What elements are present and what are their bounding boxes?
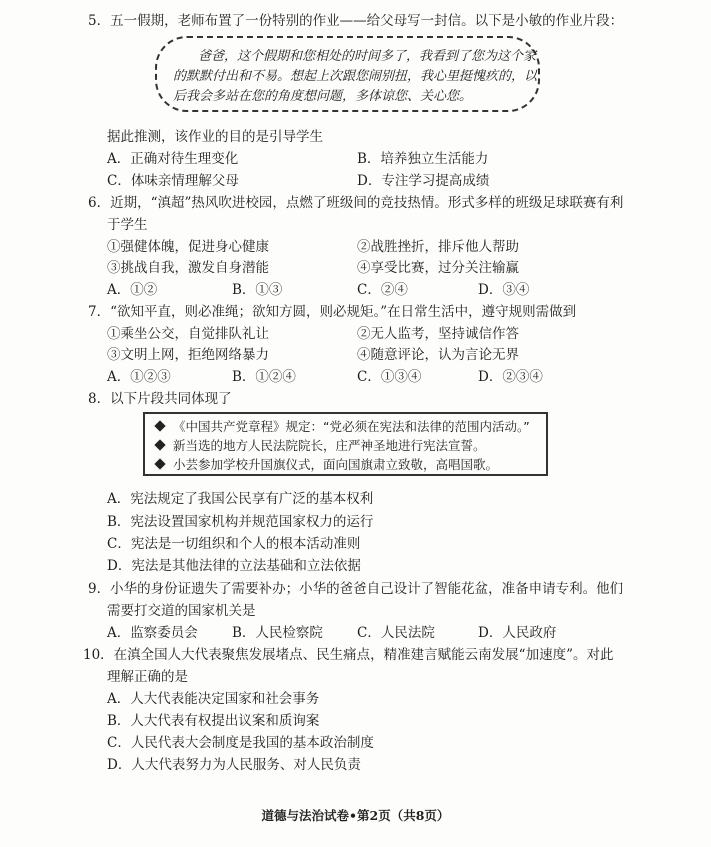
q10-option-a: A．人大代表能决定国家和社会事务 [107,691,320,707]
q7-option-b: B．①②④ [232,369,296,385]
q8-option-d: D．宪法是其他法律的立法基础和立法依据 [107,558,361,574]
q8-bullet-1-text: 《中国共产党章程》规定：“党必须在宪法和法律的范围内活动。” [173,419,530,434]
q8-bullet-2 [156,437,486,454]
q8-bullet-1 [156,418,530,435]
q6-item-2: ②战胜挫折，排斥他人帮助 [357,239,519,255]
diamond-bullet-icon [154,439,165,450]
q10-option-c: C．人民代表大会制度是我国的基本政治制度 [107,735,374,751]
q6-item-3: ③挑战自我，激发自身潜能 [107,260,269,276]
q7-item-2: ②无人监考，坚持诚信作答 [357,326,519,342]
q8-stem: 8．以下片段共同体现了 [88,391,232,407]
q7-item-4: ④随意评论，认为言论无界 [357,347,519,363]
q8-bullet-2-text: 新当选的地方人民法院院长，庄严神圣地进行宪法宣誓。 [173,438,486,453]
q8-bullet-3-text: 小芸参加学校升国旗仪式，面向国旗肃立致敬，高唱国歌。 [173,457,499,472]
q10-stem-line-2: 理解正确的是 [107,669,188,685]
q5-option-b: B．培养独立生活能力 [357,151,489,167]
q6-option-b: B．①③ [232,282,283,298]
q7-option-d: D．②③④ [478,369,543,385]
q6-stem-line-2: 于学生 [107,217,148,233]
page-footer: 道德与法治试卷•第2页（共8页） [261,808,450,823]
q7-stem: 7．“欲知平直，则必准绳；欲知方圆，则必规矩。”在日常生活中，遵守规则需做到 [88,304,577,320]
q9-option-d: D．人民政府 [478,625,557,641]
q7-item-3: ③文明上网，拒绝网络暴力 [107,347,269,363]
q6-option-c: C．②④ [357,282,408,298]
q5-letter-line-1: 爸爸，这个假期和您相处的时间多了，我看到了您为这个家 [198,49,537,64]
q5-option-a: A．正确对待生理变化 [107,151,239,167]
q10-stem-line-1: 10．在滇全国人大代表聚焦发展堵点、民生痛点，精准建言赋能云南发展“加速度”。对此 [83,647,614,663]
q6-item-4: ④享受比赛，过分关注输赢 [357,260,519,276]
q5-option-c: C．体味亲情理解父母 [107,173,239,189]
diamond-bullet-icon [154,458,165,469]
q5-letter-line-2: 的默默付出和不易。想起上次跟您闹别扭，我心里挺愧疚的，以 [173,69,538,84]
q5-stem: 5．五一假期，老师布置了一份特别的作业——给父母写一封信。以下是小敏的作业片段： [88,13,624,29]
q5-question: 据此推测，该作业的目的是引导学生 [107,129,323,145]
diamond-bullet-icon [154,420,165,431]
q6-option-d: D．③④ [478,282,530,298]
q8-bullet-3 [156,456,498,473]
q8-option-b: B．宪法设置国家机构并规范国家权力的运行 [107,514,374,530]
q9-stem-line-1: 9．小华的身份证遗失了需要补办；小华的爸爸自己设计了智能花盆，准备申请专利。他们 [88,581,624,597]
q6-option-a: A．①② [107,282,158,298]
q5-letter-line-3: 后我会多站在您的角度想问题，多体谅您、关心您。 [173,89,473,104]
q9-option-c: C．人民法院 [357,625,435,641]
q8-option-c: C．宪法是一切组织和个人的根本活动准则 [107,536,361,552]
q5-option-d: D．专注学习提高成绩 [357,173,490,189]
q8-option-a: A．宪法规定了我国公民享有广泛的基本权利 [107,491,374,507]
q6-stem-line-1: 6．近期，“滇超”热风吹进校园，点燃了班级间的竞技热情。形式多样的班级足球联赛有利 [88,195,624,211]
q7-option-a: A．①②③ [107,369,171,385]
q7-option-c: C．①③④ [357,369,422,385]
q6-item-1: ①强健体魄，促进身心健康 [107,239,269,255]
q7-item-1: ①乘坐公交，自觉排队礼让 [107,326,269,342]
q9-option-a: A．监察委员会 [107,625,198,641]
q9-option-b: B．人民检察院 [232,625,323,641]
q10-option-d: D．人大代表努力为人民服务、对人民负责 [107,757,361,773]
q9-stem-line-2: 需要打交道的国家机关是 [107,603,256,619]
q10-option-b: B．人大代表有权提出议案和质询案 [107,713,320,729]
